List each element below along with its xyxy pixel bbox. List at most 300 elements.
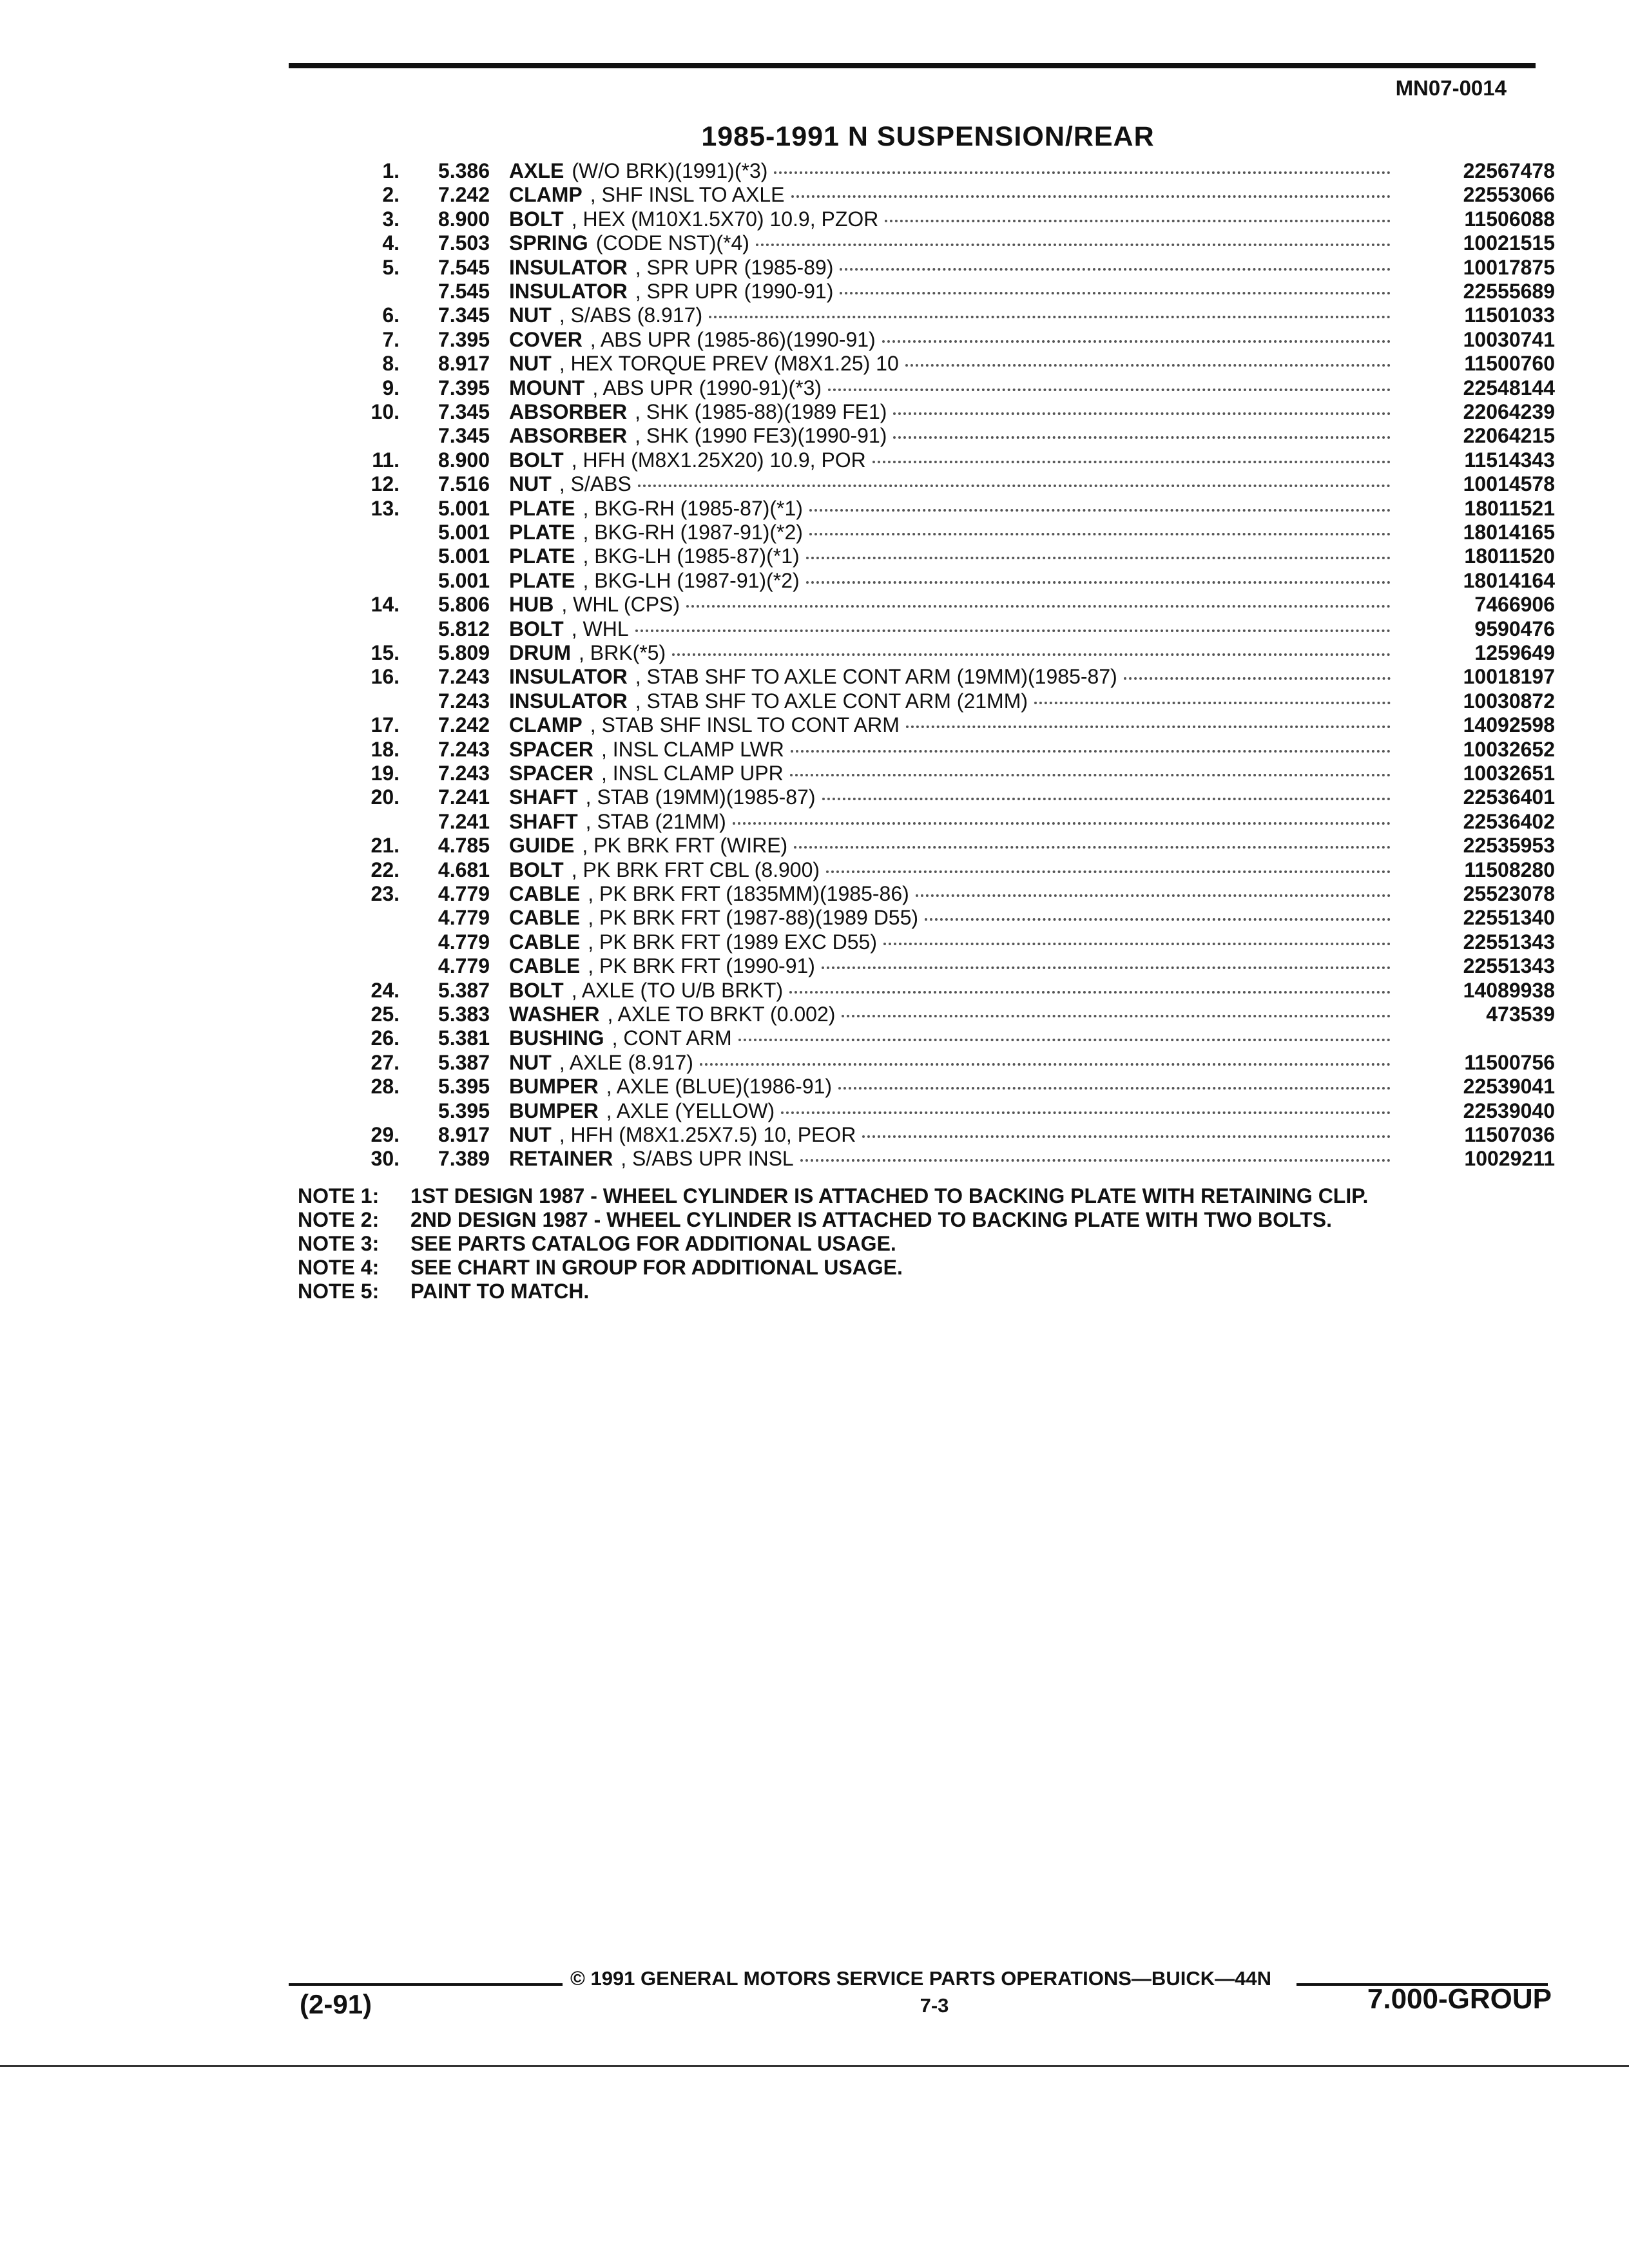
part-detail: , BKG-LH (1987-91)(*2) <box>583 568 800 592</box>
group-number: 4.779 <box>438 882 490 905</box>
part-row <box>0 978 1629 1003</box>
group-number: 5.386 <box>438 159 490 182</box>
part-row <box>0 182 1629 207</box>
dot-leader <box>672 653 1391 656</box>
dot-leader <box>1124 677 1391 680</box>
part-detail: , STAB SHF TO AXLE CONT ARM (19MM)(1985-87) <box>635 665 1117 689</box>
part-name: CLAMP <box>509 713 583 737</box>
dot-leader <box>800 1159 1391 1162</box>
part-description <box>509 592 1391 617</box>
dot-leader <box>840 268 1391 271</box>
item-number: 21. <box>371 834 400 858</box>
part-name: INSULATOR <box>509 255 628 279</box>
item-number: 4. <box>382 231 400 255</box>
part-name: NUT <box>509 303 552 327</box>
note-text: PAINT TO MATCH. <box>410 1280 590 1303</box>
note-text: SEE PARTS CATALOG FOR ADDITIONAL USAGE. <box>410 1232 896 1255</box>
part-description <box>509 279 1391 303</box>
item-number: 27. <box>371 1050 400 1074</box>
part-description <box>509 182 1391 207</box>
part-number: 18011521 <box>1464 496 1555 520</box>
dot-leader <box>905 364 1391 367</box>
item-number: 18. <box>371 737 400 761</box>
part-number: 10032652 <box>1463 737 1555 761</box>
part-description <box>509 231 1391 255</box>
part-description <box>509 1146 1391 1171</box>
group-number: 8.900 <box>438 207 490 231</box>
group-number: 5.001 <box>438 544 490 568</box>
dot-leader <box>638 485 1391 487</box>
part-description <box>509 544 1391 568</box>
group-number: 7.545 <box>438 255 490 279</box>
part-detail: , SPR UPR (1990-91) <box>635 280 834 303</box>
part-row <box>0 737 1629 762</box>
part-row <box>0 617 1629 641</box>
part-name: SHAFT <box>509 809 578 833</box>
part-detail: , ABS UPR (1985-86)(1990-91) <box>590 327 876 351</box>
group-number: 5.001 <box>438 568 490 592</box>
group-number: 7.241 <box>438 809 490 833</box>
part-detail: , S/ABS <box>559 472 631 496</box>
part-description <box>509 448 1391 472</box>
dot-leader <box>893 436 1391 439</box>
part-description <box>509 568 1391 593</box>
part-name: COVER <box>509 327 583 351</box>
note-label: NOTE 5: <box>298 1280 380 1303</box>
group-number: 7.243 <box>438 689 490 713</box>
part-name: INSULATOR <box>509 689 628 713</box>
dot-leader <box>872 461 1391 463</box>
part-row <box>0 713 1629 737</box>
page-title: 1985-1991 N SUSPENSION/REAR <box>701 121 1155 152</box>
part-number: 473539 <box>1486 1003 1555 1026</box>
part-row <box>0 568 1629 593</box>
part-name: PLATE <box>509 521 575 544</box>
part-description <box>509 617 1391 641</box>
part-row <box>0 954 1629 978</box>
dot-leader <box>791 195 1391 198</box>
group-number: 5.809 <box>438 641 490 664</box>
part-name: CABLE <box>509 906 581 930</box>
part-row <box>0 376 1629 400</box>
part-detail: , PK BRK FRT (1987-88)(1989 D55) <box>588 906 919 930</box>
part-description <box>509 376 1391 400</box>
part-number: 11514343 <box>1464 448 1555 472</box>
part-number: 22535953 <box>1463 834 1555 858</box>
part-row <box>0 689 1629 713</box>
part-number: 22567478 <box>1463 159 1555 182</box>
dot-leader <box>826 870 1391 873</box>
part-number: 7466906 <box>1474 593 1555 617</box>
part-detail: , HEX (M10X1.5X70) 10.9, PZOR <box>571 207 879 231</box>
note-text: 1ST DESIGN 1987 - WHEEL CYLINDER IS ATTACHED TO BACKING PLATE WITH RETAINING CLIP. <box>410 1184 1369 1207</box>
item-number: 26. <box>371 1026 400 1050</box>
item-number: 8. <box>382 352 400 376</box>
part-description <box>509 689 1391 713</box>
part-name: NUT <box>509 1123 552 1146</box>
part-detail: , WHL (CPS) <box>561 593 680 617</box>
part-name: CABLE <box>509 954 581 978</box>
dot-leader <box>809 509 1391 512</box>
part-description <box>509 1002 1391 1026</box>
part-number: 11500756 <box>1464 1050 1555 1074</box>
part-number: 10030741 <box>1463 327 1555 351</box>
part-row <box>0 159 1629 183</box>
part-detail: , SHK (1990 FE3)(1990-91) <box>635 424 887 448</box>
group-number: 8.917 <box>438 352 490 376</box>
dot-leader <box>885 220 1391 222</box>
part-row <box>0 303 1629 327</box>
part-number: 14092598 <box>1463 713 1555 737</box>
dot-leader <box>756 244 1391 246</box>
part-description <box>509 930 1391 954</box>
part-number: 9590476 <box>1474 617 1555 640</box>
part-name: INSULATOR <box>509 665 628 689</box>
part-number: 10017875 <box>1463 255 1555 279</box>
part-name: NUT <box>509 472 552 496</box>
part-description <box>509 496 1391 521</box>
note <box>298 1280 1368 1303</box>
item-number: 16. <box>371 665 400 689</box>
part-description <box>509 785 1391 809</box>
part-row <box>0 1050 1629 1075</box>
note <box>298 1208 1368 1232</box>
document-code: MN07-0014 <box>1395 76 1507 100</box>
part-description <box>509 1050 1391 1075</box>
group-number: 5.387 <box>438 1050 490 1074</box>
group-number: 5.383 <box>438 1003 490 1026</box>
note <box>298 1184 1368 1208</box>
dot-leader <box>733 822 1391 825</box>
footer-rule-left <box>289 1983 563 1986</box>
note-text: SEE CHART IN GROUP FOR ADDITIONAL USAGE. <box>410 1256 903 1279</box>
part-number: 10030872 <box>1463 689 1555 713</box>
group-number: 5.395 <box>438 1075 490 1099</box>
part-number: 22551343 <box>1463 930 1555 954</box>
part-row <box>0 207 1629 231</box>
group-number: 4.785 <box>438 834 490 858</box>
part-row <box>0 905 1629 930</box>
part-row <box>0 1074 1629 1099</box>
part-number: 22536401 <box>1463 785 1555 809</box>
note-label: NOTE 2: <box>298 1208 380 1231</box>
part-name: BOLT <box>509 617 564 640</box>
group-number: 7.395 <box>438 376 490 399</box>
part-row <box>0 1099 1629 1123</box>
part-description <box>509 713 1391 737</box>
part-row <box>0 544 1629 568</box>
part-description <box>509 833 1391 858</box>
part-description <box>509 1099 1391 1123</box>
part-detail: , CONT ARM <box>612 1026 732 1050</box>
part-name: NUT <box>509 352 552 376</box>
item-number: 19. <box>371 762 400 785</box>
group-number: 4.779 <box>438 906 490 930</box>
note <box>298 1232 1368 1256</box>
group-number: 7.395 <box>438 327 490 351</box>
part-detail: , BKG-RH (1985-87)(*1) <box>583 496 803 520</box>
part-name: ABSORBER <box>509 424 628 448</box>
item-number: 5. <box>382 255 400 279</box>
dot-leader <box>809 533 1391 535</box>
item-number: 23. <box>371 882 400 905</box>
item-number: 2. <box>382 183 400 207</box>
part-number: 22539041 <box>1463 1075 1555 1099</box>
part-name: PLATE <box>509 568 575 592</box>
part-number: 18014165 <box>1463 521 1555 544</box>
item-number: 28. <box>371 1075 400 1099</box>
group-number: 5.806 <box>438 593 490 617</box>
group-number: 8.900 <box>438 448 490 472</box>
part-row <box>0 664 1629 689</box>
part-detail: , SPR UPR (1985-89) <box>635 255 834 279</box>
part-row <box>0 279 1629 303</box>
copyright-notice: © 1991 GENERAL MOTORS SERVICE PARTS OPERATIONS—BUICK—44N <box>570 1967 1271 1990</box>
group-number: 7.243 <box>438 665 490 689</box>
part-row <box>0 231 1629 255</box>
part-detail: (CODE NST)(*4) <box>595 231 749 255</box>
part-row <box>0 1026 1629 1050</box>
part-number: 11500760 <box>1464 352 1555 376</box>
group-number: 4.779 <box>438 930 490 954</box>
part-name: DRUM <box>509 641 571 664</box>
part-detail: , BKG-RH (1987-91)(*2) <box>583 521 803 544</box>
part-detail: , AXLE (TO U/B BRKT) <box>571 978 784 1002</box>
group-number: 7.345 <box>438 424 490 448</box>
part-description <box>509 978 1391 1003</box>
note <box>298 1256 1368 1280</box>
dot-leader <box>806 581 1391 584</box>
part-number: 10021515 <box>1463 231 1555 255</box>
item-number: 29. <box>371 1123 400 1146</box>
part-detail: , AXLE TO BRKT (0.002) <box>607 1003 836 1026</box>
dot-leader <box>781 1111 1391 1114</box>
group-number: 8.917 <box>438 1123 490 1146</box>
part-detail: , PK BRK FRT (1990-91) <box>588 954 815 978</box>
item-number: 7. <box>382 327 400 351</box>
part-row <box>0 472 1629 496</box>
part-number: 22548144 <box>1463 376 1555 399</box>
part-name: ABSORBER <box>509 400 628 423</box>
part-name: SPACER <box>509 762 593 785</box>
part-name: CABLE <box>509 882 581 905</box>
part-detail: , S/ABS (8.917) <box>559 303 703 327</box>
group-number: 7.345 <box>438 400 490 423</box>
dot-leader <box>916 894 1391 897</box>
group-number: 4.681 <box>438 858 490 881</box>
part-row <box>0 592 1629 617</box>
dot-leader <box>709 316 1391 318</box>
dot-leader <box>738 1039 1391 1041</box>
part-number: 25523078 <box>1463 882 1555 905</box>
part-number: 22555689 <box>1463 280 1555 303</box>
part-detail: , BRK(*5) <box>578 641 666 664</box>
group-number: 7.242 <box>438 713 490 737</box>
dot-leader <box>906 726 1391 728</box>
part-row <box>0 1146 1629 1171</box>
dot-leader <box>794 846 1391 849</box>
part-name: SHAFT <box>509 785 578 809</box>
part-row <box>0 351 1629 376</box>
part-number: 11506088 <box>1464 207 1555 231</box>
part-row <box>0 399 1629 424</box>
group-number: 7.241 <box>438 785 490 809</box>
part-description <box>509 303 1391 327</box>
dot-leader <box>686 605 1391 608</box>
date-code: (2-91) <box>300 1989 372 2019</box>
part-row <box>0 761 1629 785</box>
part-name: SPRING <box>509 231 588 255</box>
part-number: 1259649 <box>1474 641 1555 664</box>
part-name: BUMPER <box>509 1075 599 1099</box>
part-detail: , STAB SHF TO AXLE CONT ARM (21MM) <box>635 689 1028 713</box>
part-description <box>509 255 1391 280</box>
part-number: 10032651 <box>1463 762 1555 785</box>
part-name: RETAINER <box>509 1147 613 1171</box>
dot-leader <box>838 1087 1391 1090</box>
part-name: BUMPER <box>509 1099 599 1122</box>
part-detail: , HEX TORQUE PREV (M8X1.25) 10 <box>559 352 899 376</box>
dot-leader <box>700 1063 1391 1066</box>
item-number: 30. <box>371 1147 400 1171</box>
part-detail: , PK BRK FRT (1989 EXC D55) <box>588 930 877 954</box>
item-number: 25. <box>371 1003 400 1026</box>
part-number: 10018197 <box>1463 665 1555 689</box>
part-detail: , AXLE (8.917) <box>559 1050 693 1074</box>
group-number: 5.001 <box>438 496 490 520</box>
dot-leader <box>635 629 1391 632</box>
part-number: 14089938 <box>1463 978 1555 1002</box>
part-name: CABLE <box>509 930 581 954</box>
part-name: GUIDE <box>509 834 575 858</box>
part-description <box>509 761 1391 785</box>
group-number: 7.389 <box>438 1147 490 1171</box>
part-detail: , PK BRK FRT (WIRE) <box>582 834 788 858</box>
part-description <box>509 905 1391 930</box>
part-row <box>0 520 1629 544</box>
note-label: NOTE 1: <box>298 1184 380 1207</box>
part-row <box>0 930 1629 954</box>
group-number: 7.345 <box>438 303 490 327</box>
dot-leader <box>774 171 1391 174</box>
part-description <box>509 1026 1391 1050</box>
part-detail: , SHF INSL TO AXLE <box>590 183 785 207</box>
item-number: 3. <box>382 207 400 231</box>
item-number: 11. <box>372 448 400 472</box>
part-number: 10029211 <box>1464 1147 1555 1171</box>
part-detail: , WHL <box>571 617 629 640</box>
part-detail: , PK BRK FRT CBL (8.900) <box>571 858 820 881</box>
item-number: 17. <box>371 713 400 737</box>
part-name: AXLE <box>509 159 564 182</box>
dot-leader <box>789 991 1391 994</box>
note-label: NOTE 3: <box>298 1232 380 1255</box>
part-row <box>0 423 1629 448</box>
part-name: CLAMP <box>509 183 583 207</box>
part-number: 22553066 <box>1463 183 1555 207</box>
part-description <box>509 520 1391 544</box>
item-number: 15. <box>371 641 400 664</box>
dot-leader <box>790 774 1391 776</box>
part-detail: , HFH (M8X1.25X7.5) 10, PEOR <box>559 1123 856 1146</box>
part-description <box>509 207 1391 231</box>
dot-leader <box>822 798 1391 800</box>
dot-leader <box>840 292 1391 294</box>
part-description <box>509 954 1391 978</box>
part-description <box>509 159 1391 183</box>
part-detail: , AXLE (YELLOW) <box>606 1099 775 1122</box>
part-row <box>0 785 1629 809</box>
part-row <box>0 327 1629 352</box>
group-number: 7.243 <box>438 737 490 761</box>
group-number: 4.779 <box>438 954 490 978</box>
group-number: 7.242 <box>438 183 490 207</box>
part-number: 22551340 <box>1463 906 1555 930</box>
part-row <box>0 1122 1629 1147</box>
dot-leader <box>925 918 1391 921</box>
item-number: 20. <box>371 785 400 809</box>
dot-leader <box>822 966 1391 969</box>
page-number: 7-3 <box>920 1994 949 2017</box>
part-detail: , STAB SHF INSL TO CONT ARM <box>590 713 900 737</box>
item-number: 14. <box>371 593 400 617</box>
part-description <box>509 399 1391 424</box>
item-number: 1. <box>382 159 400 182</box>
group-number: 5.387 <box>438 978 490 1002</box>
part-description <box>509 858 1391 882</box>
item-number: 10. <box>371 400 400 423</box>
part-row <box>0 255 1629 280</box>
part-description <box>509 472 1391 496</box>
dot-leader <box>883 943 1391 945</box>
part-name: HUB <box>509 593 554 617</box>
item-number: 9. <box>382 376 400 399</box>
part-detail: , S/ABS UPR INSL <box>621 1147 794 1171</box>
part-description <box>509 1074 1391 1099</box>
part-number: 11501033 <box>1464 303 1555 327</box>
group-number: 7.545 <box>438 280 490 303</box>
part-name: WASHER <box>509 1003 600 1026</box>
part-description <box>509 664 1391 689</box>
notes-section <box>298 1184 1368 1303</box>
part-name: MOUNT <box>509 376 585 399</box>
group-number: 5.395 <box>438 1099 490 1122</box>
part-number: 22539040 <box>1463 1099 1555 1122</box>
part-number: 22064239 <box>1463 400 1555 423</box>
part-name: INSULATOR <box>509 280 628 303</box>
group-number: 7.503 <box>438 231 490 255</box>
part-detail: , STAB (21MM) <box>585 809 726 833</box>
part-row <box>0 496 1629 521</box>
part-description <box>509 737 1391 762</box>
part-number: 11508280 <box>1464 858 1555 881</box>
part-name: PLATE <box>509 496 575 520</box>
item-number: 6. <box>382 303 400 327</box>
dot-leader <box>806 557 1391 559</box>
part-description <box>509 640 1391 665</box>
part-row <box>0 881 1629 906</box>
part-number: 18011520 <box>1464 544 1555 568</box>
part-name: PLATE <box>509 544 575 568</box>
part-name: BOLT <box>509 858 564 881</box>
note-label: NOTE 4: <box>298 1256 380 1279</box>
part-description <box>509 327 1391 352</box>
part-number: 11507036 <box>1464 1123 1555 1146</box>
part-detail: , STAB (19MM)(1985-87) <box>585 785 816 809</box>
part-number: 22064215 <box>1463 424 1555 448</box>
item-number: 24. <box>371 978 400 1002</box>
part-detail: , INSL CLAMP UPR <box>601 762 784 785</box>
